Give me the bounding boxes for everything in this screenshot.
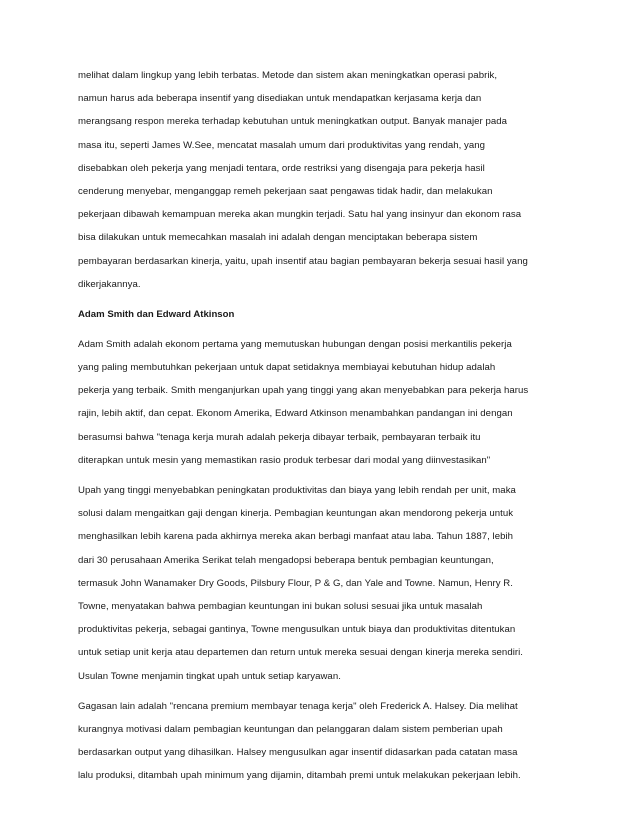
text-line: Gagasan lain adalah "rencana premium membayar tenaga kerja" oleh Frederick A. Halsey. Dia melihat — [78, 700, 518, 712]
text-line: merangsang respon mereka terhadap kebutuhan untuk meningkatkan output. Banyak manajer pada — [78, 116, 508, 128]
text-line: lalu produksi, ditambah upah minimum yang dijamin, ditambah premi untuk melakukan pekerjaan lebih. — [78, 770, 521, 782]
paragraph-1 — [78, 69, 598, 301]
text-line: yang paling membutuhkan pekerjaan untuk dapat setidaknya membiayai kebutuhan hidup adalah — [78, 362, 496, 374]
text-line: dari 30 perusahaan Amerika Serikat telah mengadopsi beberapa bentuk pembagian keuntungan, — [78, 554, 494, 566]
section-heading: Adam Smith dan Edward Atkinson — [78, 308, 235, 320]
text-line: melihat dalam lingkup yang lebih terbatas. Metode dan sistem akan meningkatkan operasi pabrik, — [78, 70, 498, 81]
text-line: menghasilkan lebih karena pada akhirnya mereka akan berbagi manfaat atau laba. Tahun 1887, lebih — [78, 531, 514, 543]
text-line: kurangnya motivasi dalam pembagian keuntungan dan pelanggaran dalam sistem pemberian upah — [78, 723, 503, 735]
text-line: Adam Smith adalah ekonom pertama yang memutuskan hubungan dengan posisi merkantilis pekerja — [78, 338, 512, 350]
text-line: Upah yang tinggi menyebabkan peningkatan produktivitas dan biaya yang lebih rendah per unit, maka — [78, 485, 516, 496]
text-line: diterapkan untuk mesin yang memastikan rasio produk terbesar dari modal yang diinvestasikan" — [78, 454, 491, 466]
paragraph-4 — [78, 700, 598, 793]
text-line: berdasarkan output yang dihasilkan. Halsey mengusulkan agar insentif didasarkan pada catatan masa — [78, 747, 518, 759]
text-line: namun harus ada beberapa insentif yang disediakan untuk mendapatkan kerjasama kerja dan — [78, 93, 482, 105]
text-line: pembayaran berdasarkan kinerja, yaitu, upah insentif atau bagian pembayaran bekerja sesuai hasil yang — [78, 255, 528, 267]
text-line: pekerjaan dibawah kemampuan mereka akan mungkin terjadi. Satu hal yang insinyur dan ekonom rasa — [78, 209, 522, 221]
text-line: masa itu, seperti James W.See, mencatat masalah umum dari produktivitas yang rendah, yang — [78, 139, 486, 151]
paragraph-2 — [78, 338, 598, 477]
paragraph-3 — [78, 484, 598, 693]
text-line: rajin, lebih aktif, dan cepat. Ekonom Amerika, Edward Atkinson menambahkan pandangan ini dengan — [78, 408, 513, 420]
text-line: disebabkan oleh pekerja yang menjadi tentara, orde restriksi yang disengaja para pekerja hasil — [78, 162, 485, 174]
text-line: cenderung menyebar, menganggap remeh pekerjaan saat pengawas tidak hadir, dan melakukan — [78, 185, 493, 197]
text-line: termasuk John Wanamaker Dry Goods, Pilsbury Flour, P & G, dan Yale and Towne. Namun, Henry R. — [78, 577, 513, 589]
text-line: Usulan Towne menjamin tingkat upah untuk setiap karyawan. — [78, 670, 341, 682]
text-line: produktivitas pekerja, sebagai gantinya, Towne mengusulkan untuk biaya dan produktivitas ditentukan — [78, 624, 516, 636]
text-line: dikerjakannya. — [78, 278, 141, 290]
text-line: Towne, menyatakan bahwa pembagian keuntungan ini bukan solusi sesuai jika untuk masalah — [78, 600, 483, 612]
text-line: berasumsi bahwa "tenaga kerja murah adalah pekerja dibayar terbaik, pembayaran terbaik itu — [78, 431, 481, 443]
text-line: untuk setiap unit kerja atau departemen dan return untuk mereka sesuai dengan kinerja mereka sendiri. — [78, 647, 524, 659]
text-line: pekerja yang terbaik. Smith menganjurkan upah yang tinggi yang akan menyebabkan para pekerja harus — [78, 385, 529, 397]
text-line: bisa dilakukan untuk memecahkan masalah ini adalah dengan menciptakan beberapa sistem — [78, 232, 478, 244]
text-line: solusi dalam mengaitkan gaji dengan kinerja. Pembagian keuntungan akan mendorong pekerja untuk — [78, 508, 514, 520]
